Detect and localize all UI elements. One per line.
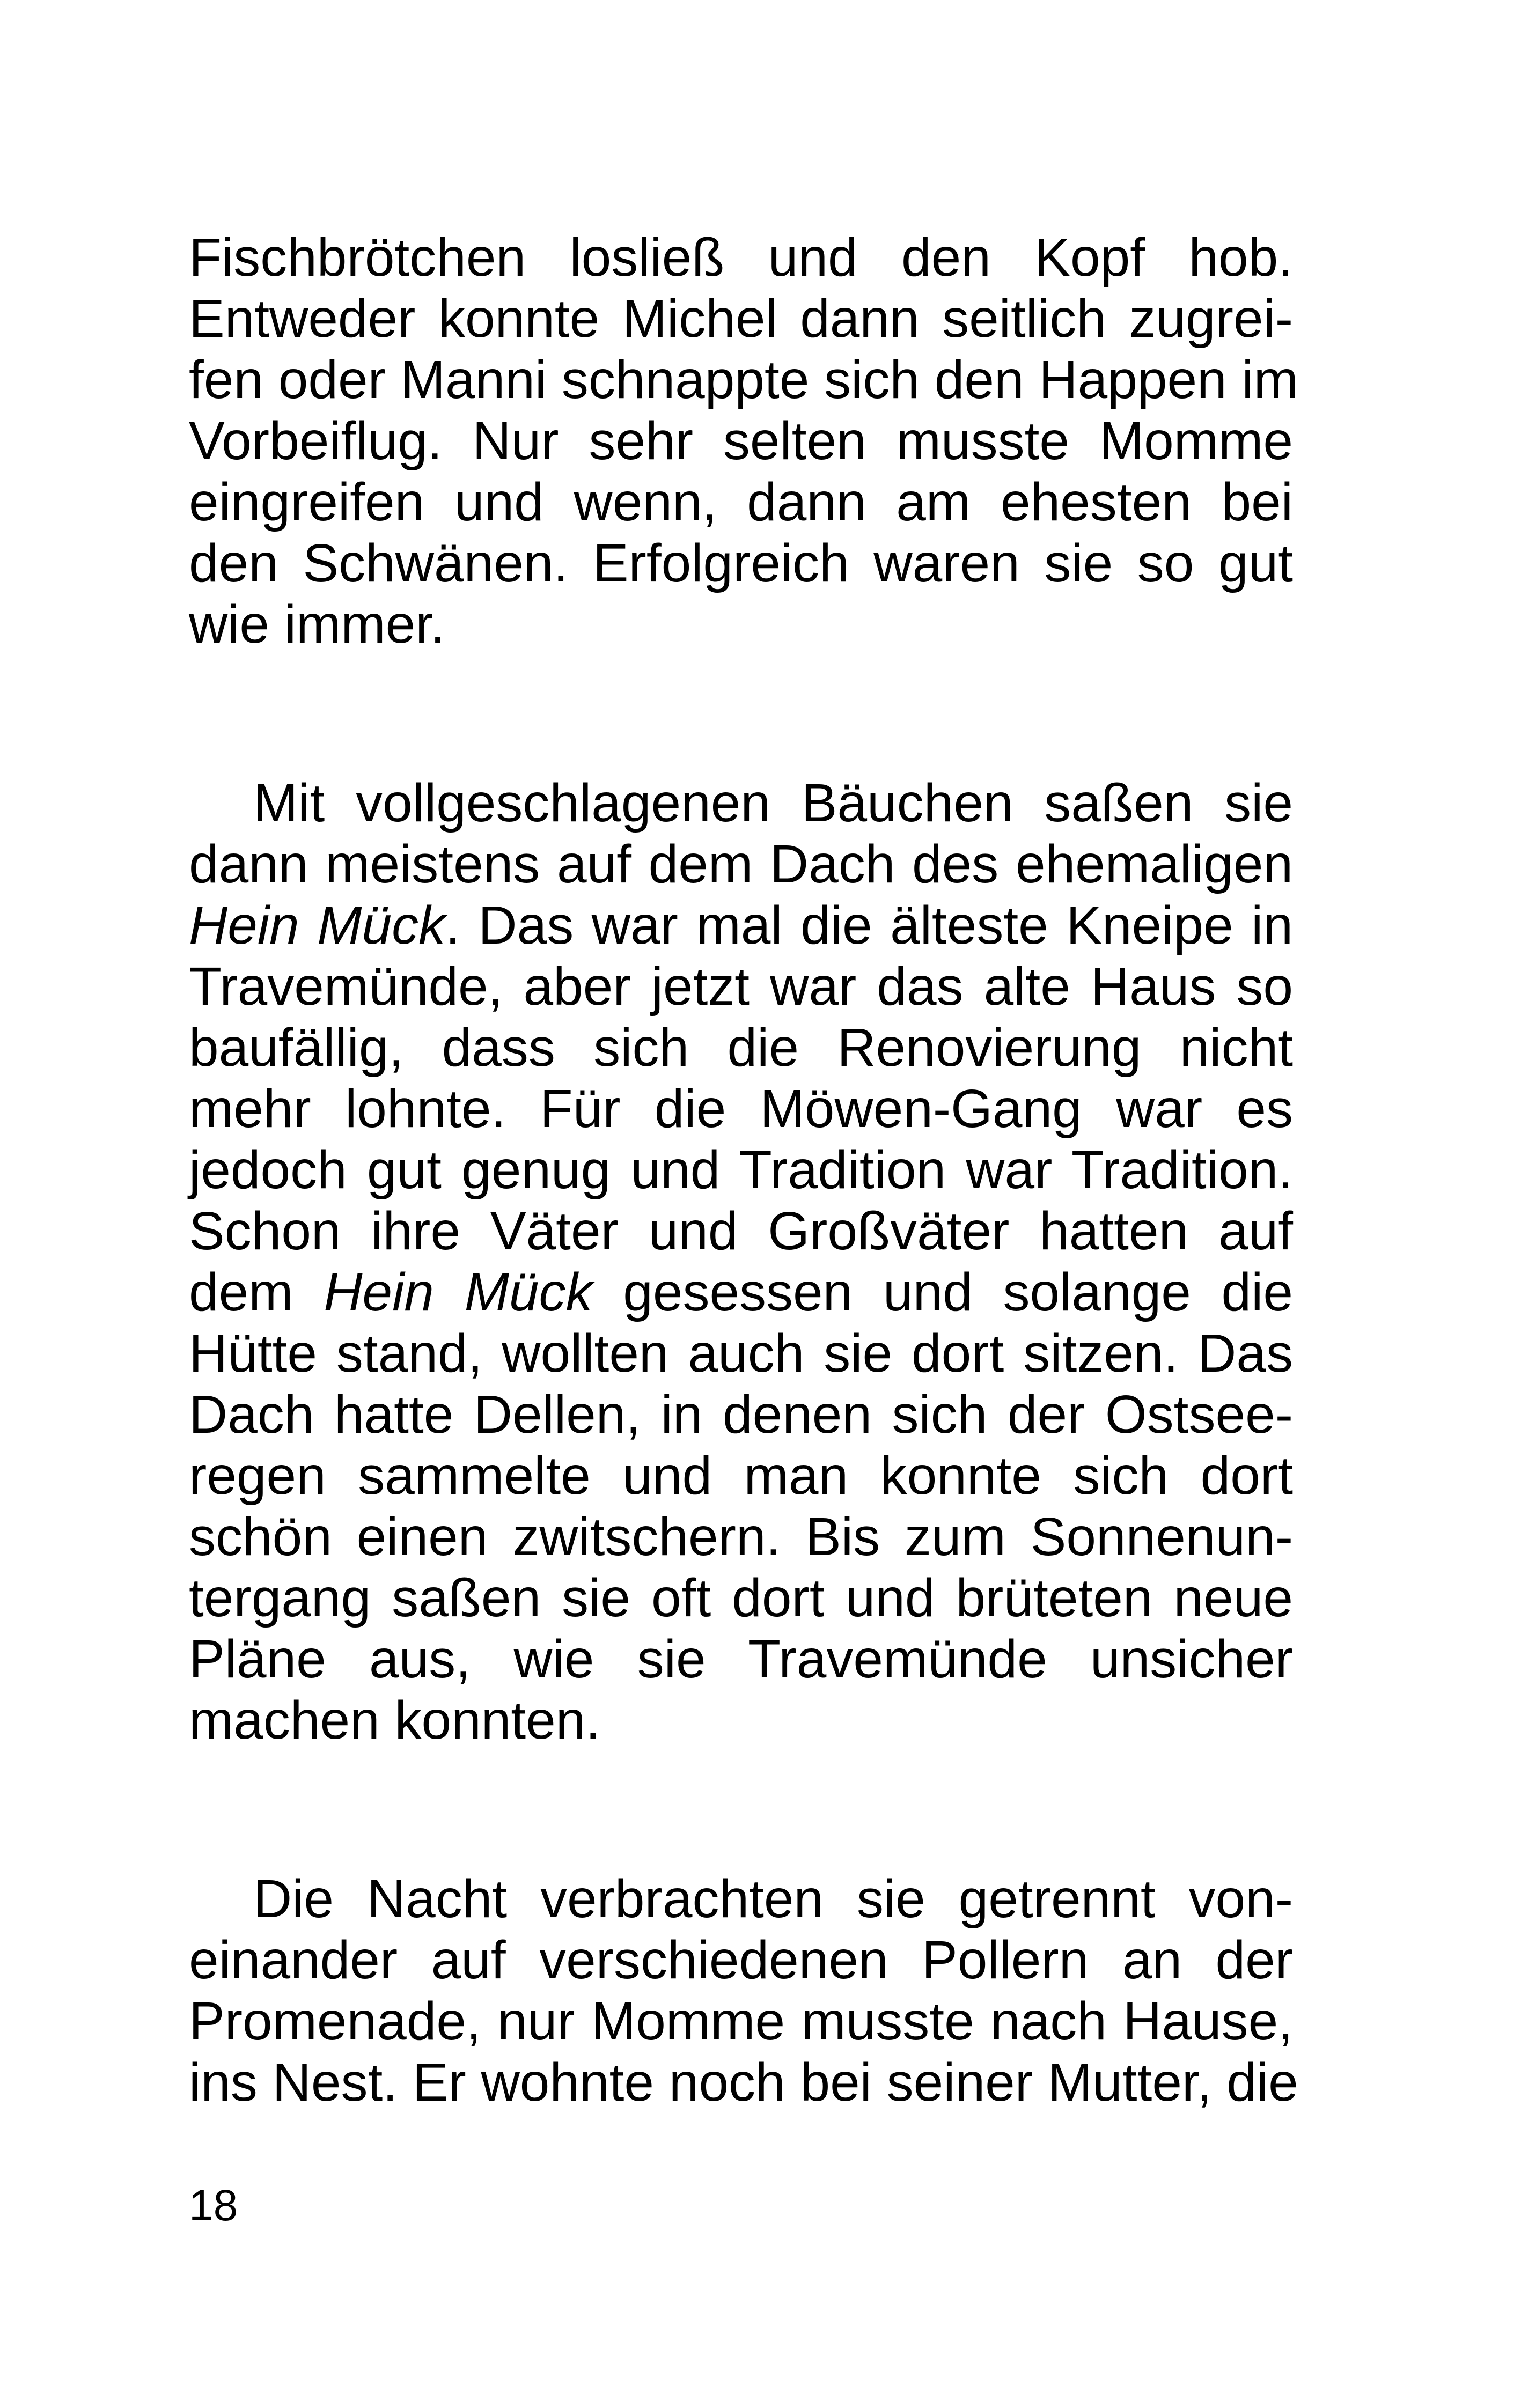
italic-title: Hein Mück (324, 1262, 593, 1322)
text-line (189, 895, 1293, 956)
text-line: mehr lohnte. Für die Möwen-Gang war es (189, 1079, 1293, 1139)
text-line: Schon ihre Väter und Großväter hatten auf (189, 1201, 1293, 1261)
text-line: einander auf verschiedenen Pollern an der (189, 1930, 1293, 1990)
text-line: den Schwänen. Erfolgreich waren sie so gut (189, 533, 1293, 593)
text-line: eingreifen und wenn, dann am ehesten bei (189, 472, 1293, 532)
text-span: gesessen und solange die (592, 1262, 1293, 1322)
text-line: schön einen zwitschern. Bis zum Sonnenun- (189, 1507, 1293, 1567)
text-line: ins Nest. Er wohnte noch bei seiner Mutter, die (189, 2052, 1298, 2112)
text-line: jedoch gut genug und Tradition war Tradition. (189, 1140, 1293, 1200)
text-line: tergang saßen sie oft dort und brüteten neue (189, 1568, 1293, 1628)
text-line: Mit vollgeschlagenen Bäuchen saßen sie (253, 773, 1293, 833)
text-line: Pläne aus, wie sie Travemünde unsicher (189, 1629, 1293, 1689)
text-span: dem (189, 1262, 324, 1322)
text-line: baufällig, dass sich die Renovierung nicht (189, 1018, 1293, 1078)
text-line: Hütte stand, wollten auch sie dort sitzen. Das (189, 1323, 1293, 1383)
text-span: . Das war mal die älteste Kneipe in (445, 895, 1293, 955)
text-line: fen oder Manni schnappte sich den Happen im (189, 350, 1298, 410)
text-line: wie immer. (189, 594, 445, 654)
text-line: Die Nacht verbrachten sie getrennt von- (253, 1869, 1293, 1929)
text-line: Fischbrötchen losließ und den Kopf hob. (189, 227, 1293, 288)
text-line: machen konnten. (189, 1690, 601, 1750)
text-line: regen sammelte und man konnte sich dort (189, 1446, 1293, 1506)
italic-title: Hein Mück (189, 895, 446, 955)
text-line: Travemünde, aber jetzt war das alte Haus so (189, 956, 1293, 1017)
text-line (189, 1262, 1293, 1323)
text-line: Entweder konnte Michel dann seitlich zugrei- (189, 289, 1293, 349)
page-number: 18 (189, 2181, 238, 2230)
text-line: Vorbeiflug. Nur sehr selten musste Momme (189, 411, 1293, 471)
text-line: Promenade, nur Momme musste nach Hause, (189, 1991, 1293, 2051)
text-line: Dach hatte Dellen, in denen sich der Ostsee- (189, 1385, 1293, 1445)
text-line: dann meistens auf dem Dach des ehemaligen (189, 834, 1293, 894)
